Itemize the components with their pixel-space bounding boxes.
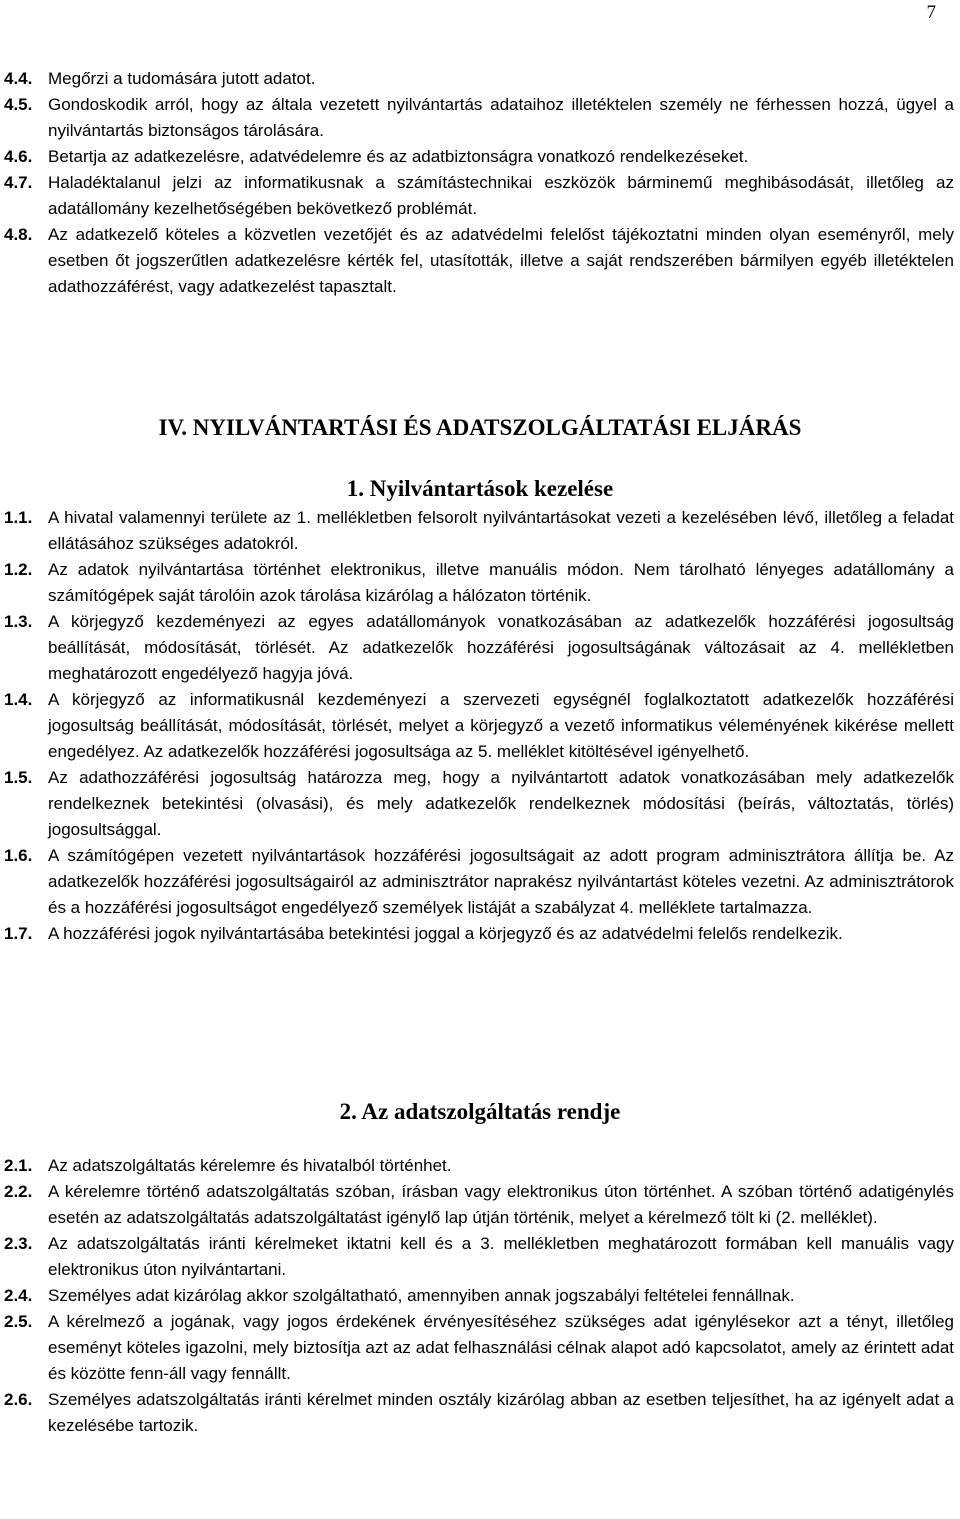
list-item-1-4	[0, 687, 960, 765]
item-text: Az adathozzáférési jogosultság határozza meg, hogy a nyilvántartott adatok vonatkozásában mely adatkezelők rendelkeznek betekintési (olvasási), és mely adatkezelők rendelkeznek módosítási (beírás, változtatás, törlés) jogosultsággal.	[48, 768, 954, 839]
subsection-1-title: 1. Nyilvántartások kezelése	[346, 476, 614, 501]
list-item-4-6	[0, 144, 960, 170]
item-number: 2.6.	[4, 1390, 33, 1409]
subsection-2-list	[0, 1153, 960, 1439]
item-number: 4.7.	[4, 173, 33, 192]
section-4-list	[0, 66, 960, 300]
list-item-2-3	[0, 1231, 960, 1283]
item-text: Személyes adat kizárólag akkor szolgáltatható, amennyiben annak jogszabályi feltételei fennállnak.	[48, 1286, 795, 1305]
item-text: Az adatkezelő köteles a közvetlen vezetőjét és az adatvédelmi felelőst tájékoztatni minden olyan eseményről, mely esetben őt jogszerűtlen adatkezelésre kérték fel, utasították, illetve a saját rendszerében bármilyen egyéb illetéktelen adathozzáférést, vagy adatkezelést tapasztalt.	[48, 225, 954, 296]
list-item-1-3	[0, 609, 960, 687]
item-text: Megőrzi a tudomására jutott adatot.	[48, 69, 316, 88]
list-item-4-8	[0, 222, 960, 300]
item-text: A kérelemre történő adatszolgáltatás szóban, írásban vagy elektronikus úton történhet. A szóban történő adatigénylés esetén az adatszolgáltatás adatszolgáltatást igénylő lap útján történik, melyet a kérelmező tölt ki (2. melléklet).	[48, 1182, 954, 1227]
list-item-1-5	[0, 765, 960, 843]
list-item-2-6	[0, 1387, 960, 1439]
item-text: Az adatszolgáltatás iránti kérelmeket iktatni kell és a 3. mellékletben meghatározott formában kell manuális vagy elektronikus úton nyilvántartani.	[48, 1234, 954, 1279]
item-text: Személyes adatszolgáltatás iránti kérelmet minden osztály kizárólag abban az esetben teljesíthet, ha az igényelt adat a kezelésébe tartozik.	[48, 1390, 954, 1435]
item-number: 4.6.	[4, 147, 33, 166]
item-number: 2.2.	[4, 1182, 33, 1201]
item-text: A körjegyző az informatikusnál kezdeményezi a szervezeti egységnél foglalkoztatott adatkezelők hozzáférési jogosultság beállítását, módosítását, törlését, melyet a körjegyző a vezető informatikus véleményének kikérése mellett engedélyez. Az adatkezelők hozzáférési jogosultsága az 5. melléklet kitöltésével igényelhető.	[48, 690, 954, 761]
item-text: A hozzáférési jogok nyilvántartásába betekintési joggal a körjegyző és az adatvédelmi felelős rendelkezik.	[48, 924, 843, 943]
chapter-title: IV. NYILVÁNTARTÁSI ÉS ADATSZOLGÁLTATÁSI ELJÁRÁS	[158, 415, 802, 440]
item-number: 2.4.	[4, 1286, 33, 1305]
list-item-4-7	[0, 170, 960, 222]
subsection-2-title: 2. Az adatszolgáltatás rendje	[339, 1099, 621, 1124]
list-item-2-4	[0, 1283, 960, 1309]
item-number: 2.1.	[4, 1156, 33, 1175]
item-text: Haladéktalanul jelzi az informatikusnak a számítástechnikai eszközök bárminemű meghibásodását, illetőleg az adatállomány kezelhetőségében bekövetkező problémát.	[48, 173, 954, 218]
list-item-4-4	[0, 66, 960, 92]
item-number: 2.5.	[4, 1312, 33, 1331]
item-number: 1.7.	[4, 924, 33, 943]
item-text: A hivatal valamennyi területe az 1. mellékletben felsorolt nyilvántartásokat vezeti a kezelésében lévő, illetőleg a feladat ellátásához szükséges adatokról.	[48, 508, 954, 553]
item-number: 2.3.	[4, 1234, 33, 1253]
item-number: 1.3.	[4, 612, 33, 631]
item-number: 1.6.	[4, 846, 33, 865]
item-text: A számítógépen vezetett nyilvántartások hozzáférési jogosultságait az adott program adminisztrátora állítja be. Az adatkezelők hozzáférési jogosultságairól az adminisztrátor naprakész nyilvántartást köteles vezetni. Az adminisztrátorok és a hozzáférési jogosultságot engedélyező személyek listáját a szabályzat 4. melléklete tartalmazza.	[48, 846, 954, 917]
item-text: Az adatok nyilvántartása történhet elektronikus, illetve manuális módon. Nem tárolható lényeges adatállomány a számítógépek saját tárolóin azok tárolása kizárólag a hálózaton történik.	[48, 560, 954, 605]
subsection-1-list	[0, 505, 960, 947]
item-number: 4.4.	[4, 69, 33, 88]
item-number: 1.4.	[4, 690, 33, 709]
item-text: Betartja az adatkezelésre, adatvédelemre és az adatbiztonságra vonatkozó rendelkezéseket.	[48, 147, 749, 166]
item-number: 4.5.	[4, 95, 33, 114]
item-text: A körjegyző kezdeményezi az egyes adatállományok vonatkozásában az adatkezelők hozzáférési jogosultság beállítását, módosítását, törlését. Az adatkezelők hozzáférési jogosultságának változásait az 4. mellékletben meghatározott engedélyező hagyja jóvá.	[48, 612, 954, 683]
item-text: Gondoskodik arról, hogy az általa vezetett nyilvántartás adataihoz illetéktelen személy ne férhessen hozzá, ügyel a nyilvántartás biztonságos tárolására.	[48, 95, 954, 140]
item-number: 4.8.	[4, 225, 33, 244]
list-item-1-6	[0, 843, 960, 921]
item-number: 1.2.	[4, 560, 33, 579]
item-number: 1.1.	[4, 508, 33, 527]
list-item-4-5	[0, 92, 960, 144]
item-text: A kérelmező a jogának, vagy jogos érdekének érvényesítéséhez szükséges adat igénylésekor azt a tényt, illetőleg eseményt köteles igazolni, mely biztosítja azt az adat felhasználási célnak alapot adó kapcsolatot, amely az érintett adat és közötte fenn-áll vagy fennállt.	[48, 1312, 954, 1383]
list-item-2-1	[0, 1153, 960, 1179]
list-item-2-2	[0, 1179, 960, 1231]
list-item-1-2	[0, 557, 960, 609]
list-item-1-1	[0, 505, 960, 557]
item-text: Az adatszolgáltatás kérelemre és hivatalból történhet.	[48, 1156, 452, 1175]
list-item-1-7	[0, 921, 960, 947]
item-number: 1.5.	[4, 768, 33, 787]
list-item-2-5	[0, 1309, 960, 1387]
page-number: 7	[926, 2, 936, 23]
